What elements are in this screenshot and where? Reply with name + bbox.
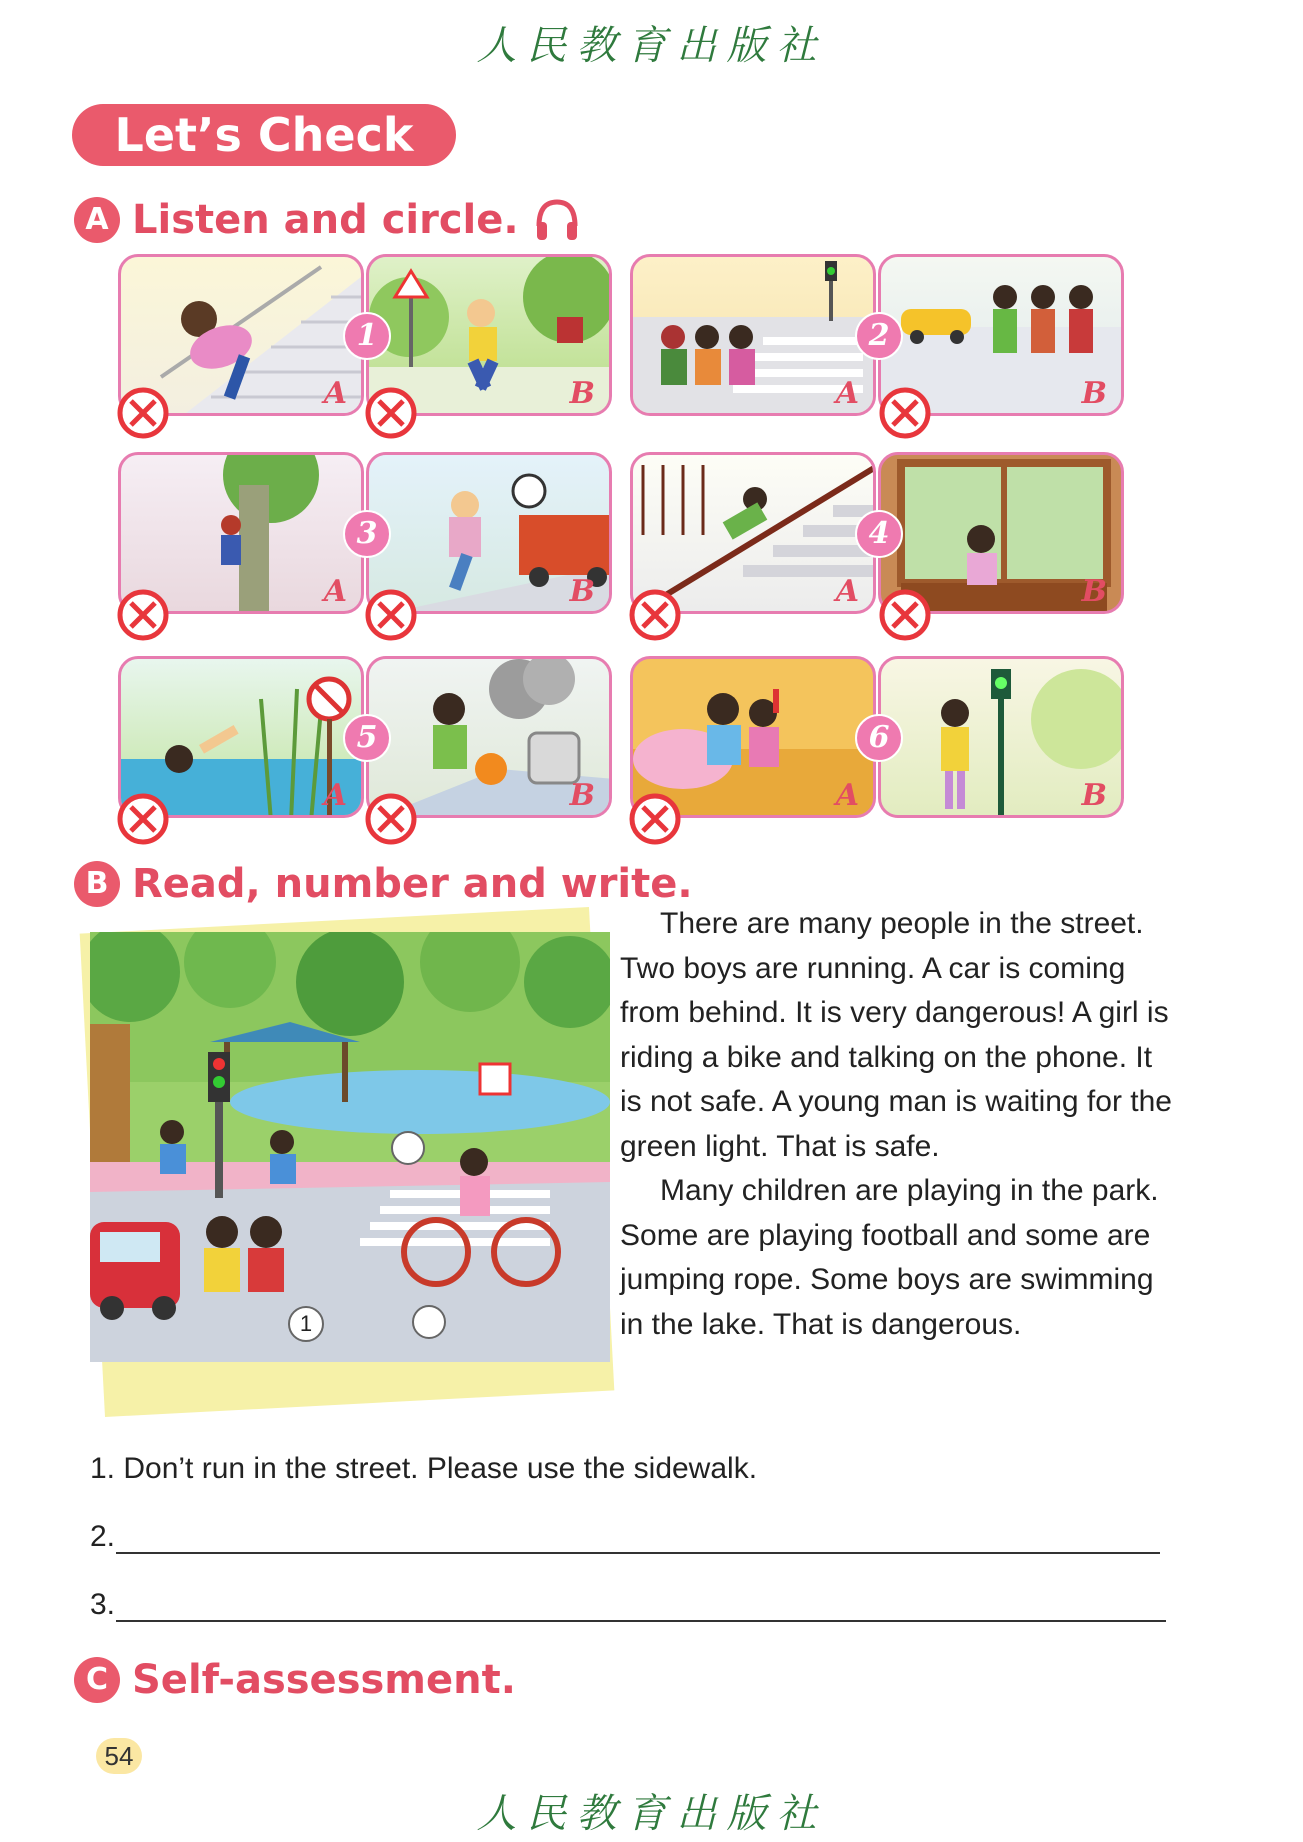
question-number: 5 bbox=[343, 714, 391, 762]
section-a-badge: A bbox=[74, 197, 120, 243]
publisher-logo-bottom: 人民教育出版社 bbox=[476, 1791, 827, 1837]
publisher-logo-top: 人民教育出版社 bbox=[476, 23, 827, 69]
section-c-title: Self-assessment. bbox=[132, 1657, 516, 1703]
picture-6b[interactable] bbox=[878, 656, 1124, 818]
picture-2a[interactable] bbox=[630, 254, 876, 416]
illustration-scene bbox=[90, 932, 610, 1362]
section-b-header bbox=[74, 860, 693, 908]
section-c-badge: C bbox=[74, 1657, 120, 1703]
option-label: B bbox=[569, 376, 595, 411]
option-label: A bbox=[323, 376, 347, 411]
question-number: 2 bbox=[855, 312, 903, 360]
scene-number-label: 1 bbox=[288, 1306, 324, 1342]
prohibition-icon bbox=[364, 386, 418, 440]
answer-line-3-label: 3. bbox=[90, 1588, 116, 1621]
answer-sentence-1: 1. Don’t run in the street. Please use the sidewalk. bbox=[90, 1452, 758, 1485]
prohibition-icon bbox=[628, 792, 682, 846]
answer-line-3[interactable] bbox=[116, 1620, 1166, 1622]
passage-paragraph-2: Many children are playing in the park. Some are playing football and some are jumping rope. Some boys are swimming in the lake. That is dangerous. bbox=[620, 1174, 1159, 1341]
option-label: B bbox=[569, 574, 595, 609]
answer-line-2[interactable] bbox=[116, 1552, 1160, 1554]
prohibition-icon bbox=[116, 792, 170, 846]
option-label: B bbox=[1081, 778, 1107, 813]
page-title: Let’s Check bbox=[72, 104, 456, 166]
reading-passage bbox=[620, 902, 1180, 1347]
prohibition-icon bbox=[116, 588, 170, 642]
passage-paragraph-1: There are many people in the street. Two boys are running. A car is coming from behind. It is very dangerous! A girl is riding a bike and talking on the phone. It is not safe. A young man is waiting for the green light. That is safe. bbox=[620, 907, 1172, 1163]
option-label: B bbox=[1081, 574, 1107, 609]
option-label: A bbox=[323, 778, 347, 813]
section-a-title: Listen and circle. bbox=[132, 197, 519, 243]
option-label: A bbox=[323, 574, 347, 609]
section-c-header bbox=[74, 1656, 516, 1704]
prohibition-icon bbox=[878, 386, 932, 440]
prohibition-icon bbox=[878, 588, 932, 642]
prohibition-icon bbox=[364, 588, 418, 642]
prohibition-icon bbox=[364, 792, 418, 846]
street-park-illustration bbox=[82, 910, 610, 1396]
option-label: A bbox=[835, 778, 859, 813]
prohibition-icon bbox=[116, 386, 170, 440]
section-a-header bbox=[74, 196, 581, 244]
question-number: 3 bbox=[343, 510, 391, 558]
question-number: 4 bbox=[855, 510, 903, 558]
option-label: B bbox=[569, 778, 595, 813]
section-b-badge: B bbox=[74, 861, 120, 907]
section-b-title: Read, number and write. bbox=[132, 861, 693, 907]
headphone-icon[interactable] bbox=[533, 196, 581, 244]
prohibition-icon bbox=[628, 588, 682, 642]
question-number: 6 bbox=[855, 714, 903, 762]
page-number: 54 bbox=[96, 1738, 142, 1774]
question-number: 1 bbox=[343, 312, 391, 360]
option-label: B bbox=[1081, 376, 1107, 411]
option-label: A bbox=[835, 574, 859, 609]
answer-line-2-label: 2. bbox=[90, 1520, 116, 1553]
option-label: A bbox=[835, 376, 859, 411]
